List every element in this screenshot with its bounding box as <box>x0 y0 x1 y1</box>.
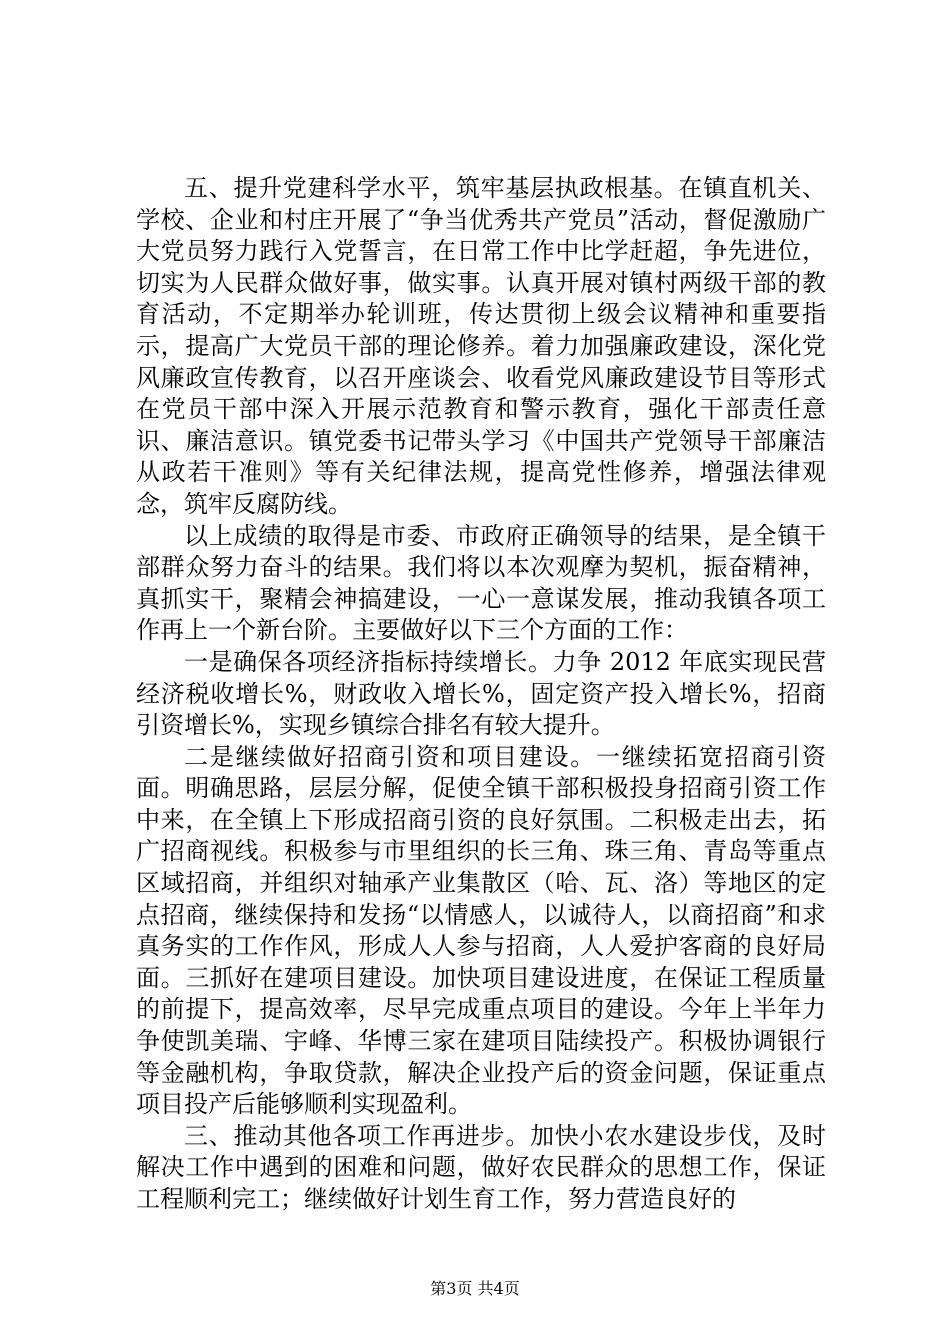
paragraph-party-building: 五、提升党建科学水平，筑牢基层执政根基。在镇直机关、学校、企业和村庄开展了“争当优秀共产党员”活动，督促激励广大党员努力践行入党誓言，在日常工作中比学赶超，争先进位，切实为人民群众做好事，做实事。认真开展对镇村两级干部的教育活动，不定期举办轮训班，传达贯彻上级会议精神和重要指示，提高广大党员干部的理论修养。着力加强廉政建设，深化党风廉政宣传教育，以召开座谈会、收看党风廉政建设节目等形式在党员干部中深入开展示范教育和警示教育，强化干部责任意识、廉洁意识。镇党委书记带头学习《中国共产党领导干部廉洁从政若干准则》等有关纪律法规，提高党性修养，增强法律观念，筑牢反腐防线。 <box>136 174 826 518</box>
document-body <box>136 173 826 1216</box>
paragraph-economic-indicators: 一是确保各项经济指标持续增长。力争 2012 年底实现民营经济税收增长%，财政收入增长%，固定资产投入增长%，招商引资增长%，实现乡镇综合排名有较大提升。 <box>136 647 826 740</box>
paragraph-investment-projects: 二是继续做好招商引资和项目建设。一继续拓宽招商引资面。明确思路，层层分解，促使全镇干部积极投身招商引资工作中来，在全镇上下形成招商引资的良好氛围。二积极走出去，拓广招商视线。积极参与市里组织的长三角、珠三角、青岛等重点区域招商，并组织对轴承产业集散区（哈、瓦、洛）等地区的定点招商，继续保持和发扬“以情感人，以诚待人，以商招商”和求真务实的工作作风，形成人人参与招商，人人爱护客商的良好局面。三抓好在建项目建设。加快项目建设进度，在保证工程质量的前提下，提高效率，尽早完成重点项目的建设。今年上半年力争使凯美瑞、宇峰、华博三家在建项目陆续投产。积极协调银行等金融机构，争取贷款，解决企业投产后的资金问题，保证重点项目投产后能够顺利实现盈利。 <box>136 742 826 1119</box>
page-footer: 第3页 共4页 <box>430 1279 520 1298</box>
paragraph-other-work: 三、推动其他各项工作再进步。加快小农水建设步伐，及时解决工作中遇到的困难和问题，做好农民群众的思想工作，保证工程顺利完工；继续做好计划生育工作，努力营造良好的 <box>136 1121 826 1213</box>
paragraph-achievements: 以上成绩的取得是市委、市政府正确领导的结果，是全镇干部群众努力奋斗的结果。我们将以本次观摩为契机，振奋精神，真抓实干，聚精会神搞建设，一心一意谋发展，推动我镇各项工作再上一个新台阶。主要做好以下三个方面的工作： <box>136 521 826 645</box>
